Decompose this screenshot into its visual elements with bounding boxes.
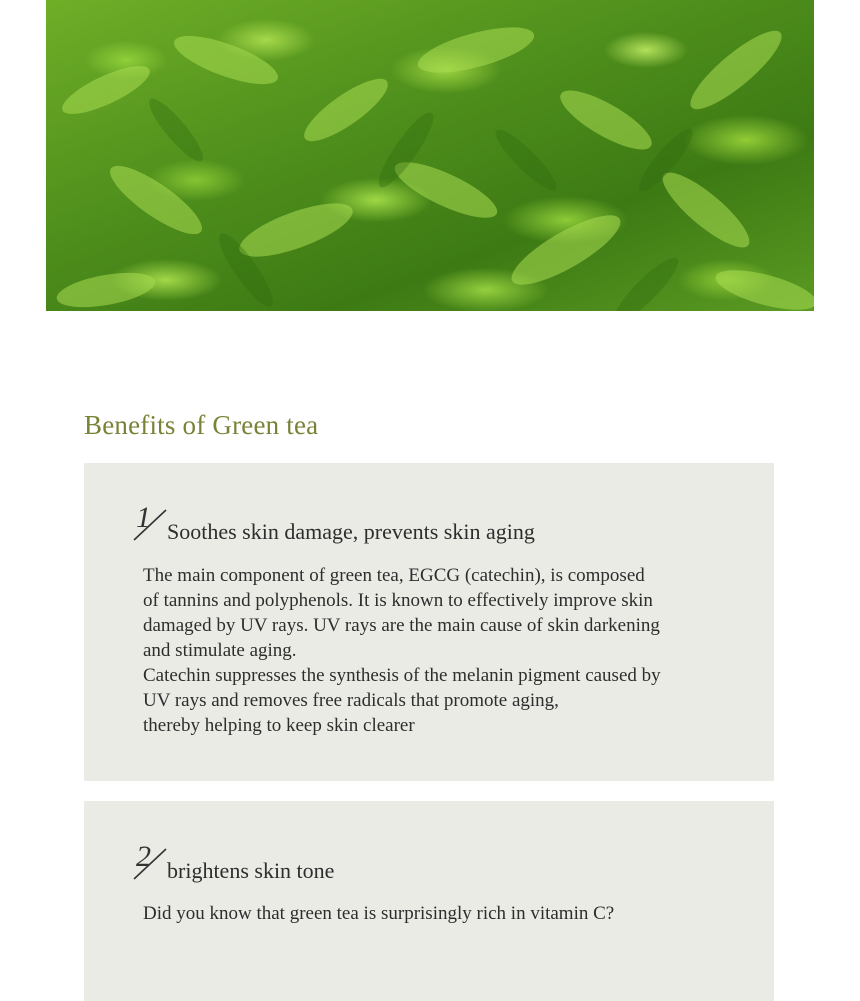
slash-icon — [132, 505, 172, 541]
benefit-number-digit: 1 — [136, 501, 151, 534]
benefit-title: Soothes skin damage, prevents skin aging — [167, 519, 535, 544]
benefit-number — [132, 840, 172, 880]
slash-icon — [132, 844, 172, 880]
benefit-title: brightens skin tone — [167, 858, 335, 883]
benefit-card-1 — [84, 463, 774, 781]
hero-image-green-tea-leaves — [46, 0, 814, 311]
benefit-body-text: Did you know that green tea is surprisingly rich in vitamin C? — [143, 903, 615, 924]
section-title: Benefits of Green tea — [84, 410, 319, 440]
benefit-number — [132, 501, 172, 541]
benefit-card-2 — [84, 801, 774, 1001]
leaf-pattern — [46, 0, 814, 311]
benefit-number-digit: 2 — [136, 840, 151, 873]
benefit-body-text: The main component of green tea, EGCG (catechin), is composed of tannins and polyphenols. It is known to effectively improve skin damaged by UV rays. UV rays are the main cause of skin darkening and stimulate aging. Catechin suppresses the synthesis of the melanin pigment caused by UV rays and removes free radicals that promote aging, thereby helping to keep skin clearer — [143, 565, 661, 736]
benefit-body — [143, 563, 743, 738]
